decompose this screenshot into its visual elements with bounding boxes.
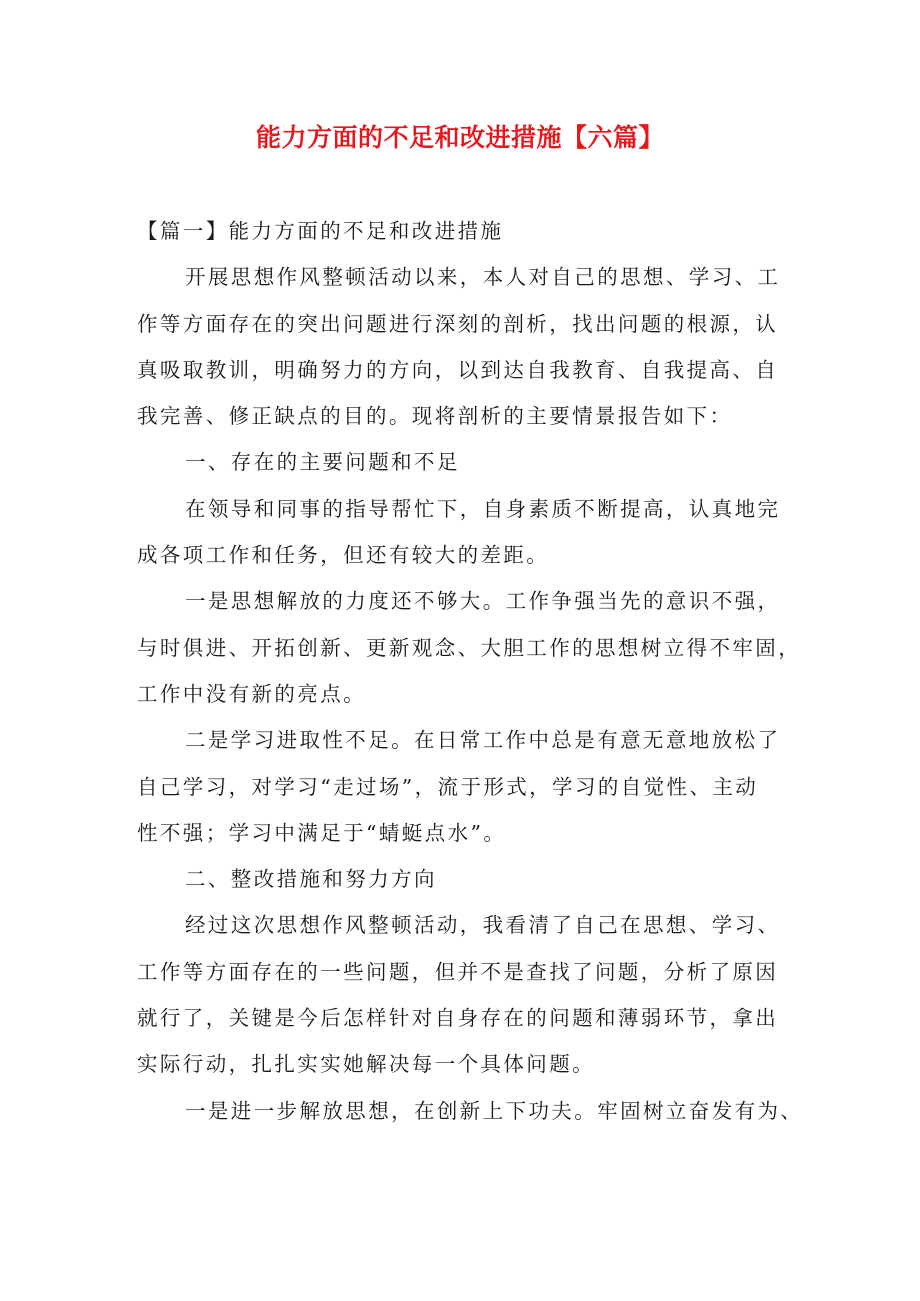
- text-line: 自己学习，对学习“走过场”，流于形式，学习的自觉性、主动: [137, 774, 759, 799]
- text-line: 我完善、修正缺点的目的。现将剖析的主要情景报告如下：: [137, 404, 733, 429]
- document-body: [137, 208, 804, 1134]
- document-title: 能力方面的不足和改进措施【六篇】: [255, 123, 664, 152]
- text-line: 二、整改措施和努力方向: [185, 867, 437, 892]
- text-line: 一是进一步解放思想，在创新上下功夫。牢固树立奋发有为、: [185, 1098, 804, 1123]
- text-line: 一、存在的主要问题和不足: [185, 450, 460, 475]
- text-line: 二是学习进取性不足。在日常工作中总是有意无意地放松了: [185, 728, 781, 753]
- text-line: 与时俱进、开拓创新、更新观念、大胆工作的思想树立得不牢固，: [137, 635, 802, 660]
- text-line: 开展思想作风整顿活动以来，本人对自己的思想、学习、工: [185, 265, 781, 290]
- text-line: 真吸取教训，明确努力的方向，以到达自我教育、自我提高、自: [137, 357, 779, 382]
- text-line: 实际行动，扎扎实实她解决每一个具体问题。: [137, 1052, 595, 1077]
- text-line: 工作中没有新的亮点。: [137, 681, 366, 706]
- text-line: 性不强；学习中满足于“蜻蜓点水”。: [137, 820, 507, 845]
- text-line: 一是思想解放的力度还不够大。工作争强当先的意识不强，: [185, 589, 781, 614]
- text-line: 工作等方面存在的一些问题，但并不是查找了问题，分析了原因: [137, 959, 779, 984]
- text-line: 成各项工作和任务，但还有较大的差距。: [137, 543, 550, 568]
- text-line: 在领导和同事的指导帮忙下，自身素质不断提高，认真地完: [185, 496, 781, 521]
- text-line: 就行了，关键是今后怎样针对自身存在的问题和薄弱环节，拿出: [137, 1006, 779, 1031]
- text-line: 【篇一】能力方面的不足和改进措施: [137, 219, 504, 243]
- text-line: 经过这次思想作风整顿活动，我看清了自己在思想、学习、: [185, 913, 781, 938]
- text-line: 作等方面存在的突出问题进行深刻的剖析，找出问题的根源，认: [137, 311, 779, 336]
